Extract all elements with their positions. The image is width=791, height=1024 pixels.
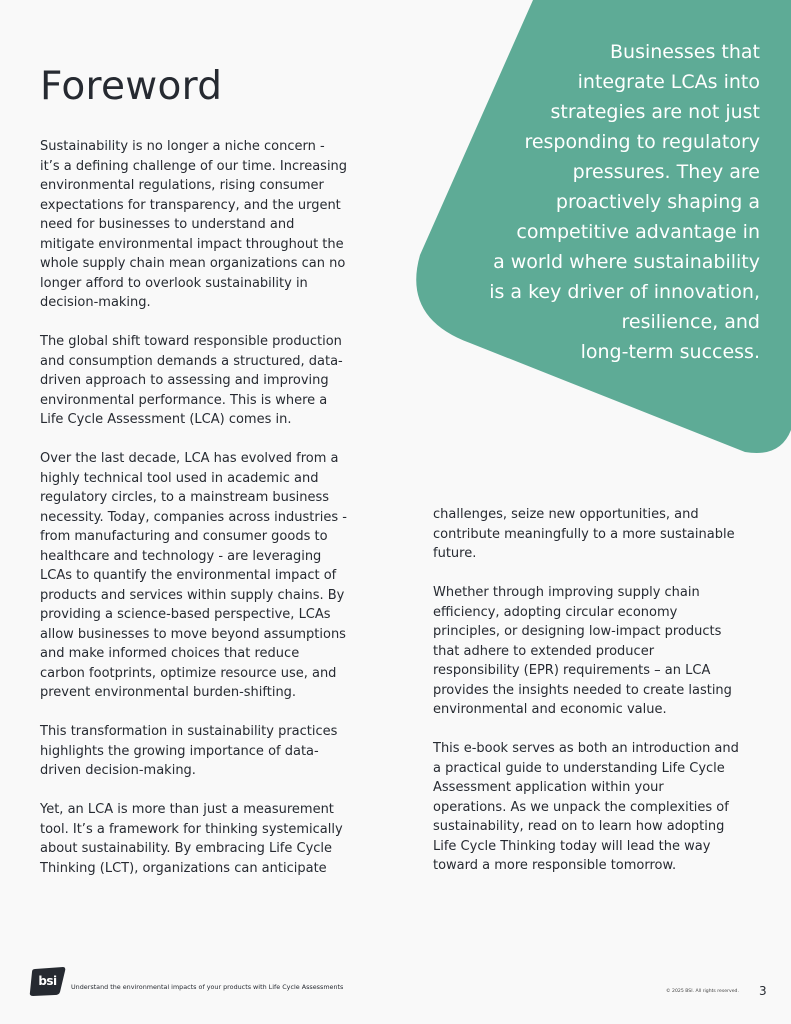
text-line: need for businesses to understand and	[40, 217, 295, 232]
text-line: about sustainability. By embracing Life Cycle	[40, 841, 333, 856]
text-line: healthcare and technology - are leveraging	[40, 548, 322, 564]
text-line: regulatory circles, to a mainstream business	[40, 490, 330, 505]
body-paragraph	[40, 137, 370, 313]
text-line: Sustainability is no longer a niche concern -	[40, 139, 325, 154]
pull-quote-line: resilience, and	[621, 311, 760, 333]
text-line: necessity. Today, companies across industries -	[40, 509, 347, 525]
text-line: Thinking (LCT), organizations can anticipate	[40, 860, 327, 876]
pull-quote-line: long-term success.	[580, 341, 760, 363]
footer-tagline: Understand the environmental impacts of your products with Life Cycle Assessments	[71, 983, 344, 991]
text-line: tool. It’s a framework for thinking systemically	[40, 821, 343, 837]
body-paragraph	[433, 739, 763, 876]
text-line: provides the insights needed to create lasting	[433, 682, 732, 698]
text-line: that adhere to extended producer	[433, 643, 655, 659]
text-line: Yet, an LCA is more than just a measurement	[40, 802, 334, 817]
pull-quote-line: a world where sustainability	[493, 251, 760, 273]
text-line: providing a science-based perspective, LCAs	[40, 607, 331, 622]
text-line: carbon footprints, optimize resource use, and	[40, 665, 337, 681]
text-line: whole supply chain mean organizations can no	[40, 256, 346, 271]
text-line: a practical guide to understanding Life Cycle	[433, 760, 725, 776]
body-paragraph	[40, 722, 370, 781]
text-line: This e-book serves as both an introduction and	[433, 741, 739, 756]
text-line: challenges, seize new opportunities, and	[433, 507, 699, 522]
text-line: future.	[433, 546, 477, 561]
text-line: highly technical tool used in academic and	[40, 470, 319, 486]
text-line: products and services within supply chains. By	[40, 587, 345, 603]
text-line: environmental performance. This is where a	[40, 392, 328, 408]
text-line: driven decision-making.	[40, 763, 196, 778]
body-paragraph	[433, 505, 763, 564]
copyright-notice: © 2025 BSI. All rights reserved.	[666, 989, 739, 994]
text-line: expectations for transparency, and the urgent	[40, 197, 341, 213]
left-column	[40, 137, 370, 898]
pull-quote-line: responding to regulatory	[524, 131, 760, 153]
pull-quote-line: pressures. They are	[572, 161, 760, 183]
pull-quote-line: proactively shaping a	[555, 191, 760, 213]
text-line: contribute meaningfully to a more sustainable	[433, 526, 735, 542]
text-line: longer afford to overlook sustainability in	[40, 275, 308, 291]
body-paragraph	[40, 332, 370, 430]
text-line: driven approach to assessing and improving	[40, 373, 329, 388]
text-line: and consumption demands a structured, data-	[40, 353, 343, 369]
text-line: toward a more responsible tomorrow.	[433, 858, 677, 873]
text-line: environmental regulations, rising consumer	[40, 178, 324, 193]
text-line: LCAs to quantify the environmental impact of	[40, 568, 337, 583]
text-line: environmental and economic value.	[433, 702, 667, 717]
pull-quote	[430, 37, 760, 367]
text-line: mitigate environmental impact throughout the	[40, 236, 344, 252]
text-line: The global shift toward responsible production	[40, 334, 342, 349]
text-line: prevent environmental burden-shifting.	[40, 685, 297, 700]
body-paragraph	[433, 583, 763, 720]
text-line: Life Cycle Thinking today will lead the way	[433, 838, 711, 854]
text-line: it’s a defining challenge of our time. Increasing	[40, 158, 348, 174]
text-line: Whether through improving supply chain	[433, 585, 700, 600]
text-line: responsibility (EPR) requirements – an LCA	[433, 663, 711, 678]
page-title: Foreword	[40, 64, 223, 109]
text-line: decision-making.	[40, 295, 151, 310]
text-line: Life Cycle Assessment (LCA) comes in.	[40, 412, 292, 427]
body-paragraph	[40, 800, 370, 878]
text-line: sustainability, read on to learn how adopting	[433, 819, 725, 834]
page-number: 3	[759, 984, 767, 998]
pull-quote-line: Businesses that	[610, 41, 760, 63]
pull-quote-line: is a key driver of innovation,	[489, 281, 760, 303]
text-line: This transformation in sustainability practices	[40, 724, 338, 739]
text-line: from manufacturing and consumer goods to	[40, 529, 328, 544]
text-line: allow businesses to move beyond assumptions	[40, 626, 346, 642]
body-paragraph	[40, 449, 370, 703]
text-line: highlights the growing importance of data-	[40, 743, 319, 759]
pull-quote-line: integrate LCAs into	[577, 71, 760, 93]
text-line: Assessment application within your	[433, 780, 664, 795]
text-line: efficiency, adopting circular economy	[433, 604, 678, 620]
text-line: operations. As we unpack the complexities of	[433, 799, 729, 815]
right-column	[433, 505, 763, 895]
text-line: principles, or designing low-impact products	[433, 624, 722, 639]
pull-quote-line: competitive advantage in	[516, 221, 760, 243]
bsi-logo-text: bsi	[38, 974, 57, 988]
text-line: and make informed choices that reduce	[40, 646, 300, 661]
text-line: Over the last decade, LCA has evolved from a	[40, 451, 339, 466]
pull-quote-line: strategies are not just	[550, 101, 760, 123]
